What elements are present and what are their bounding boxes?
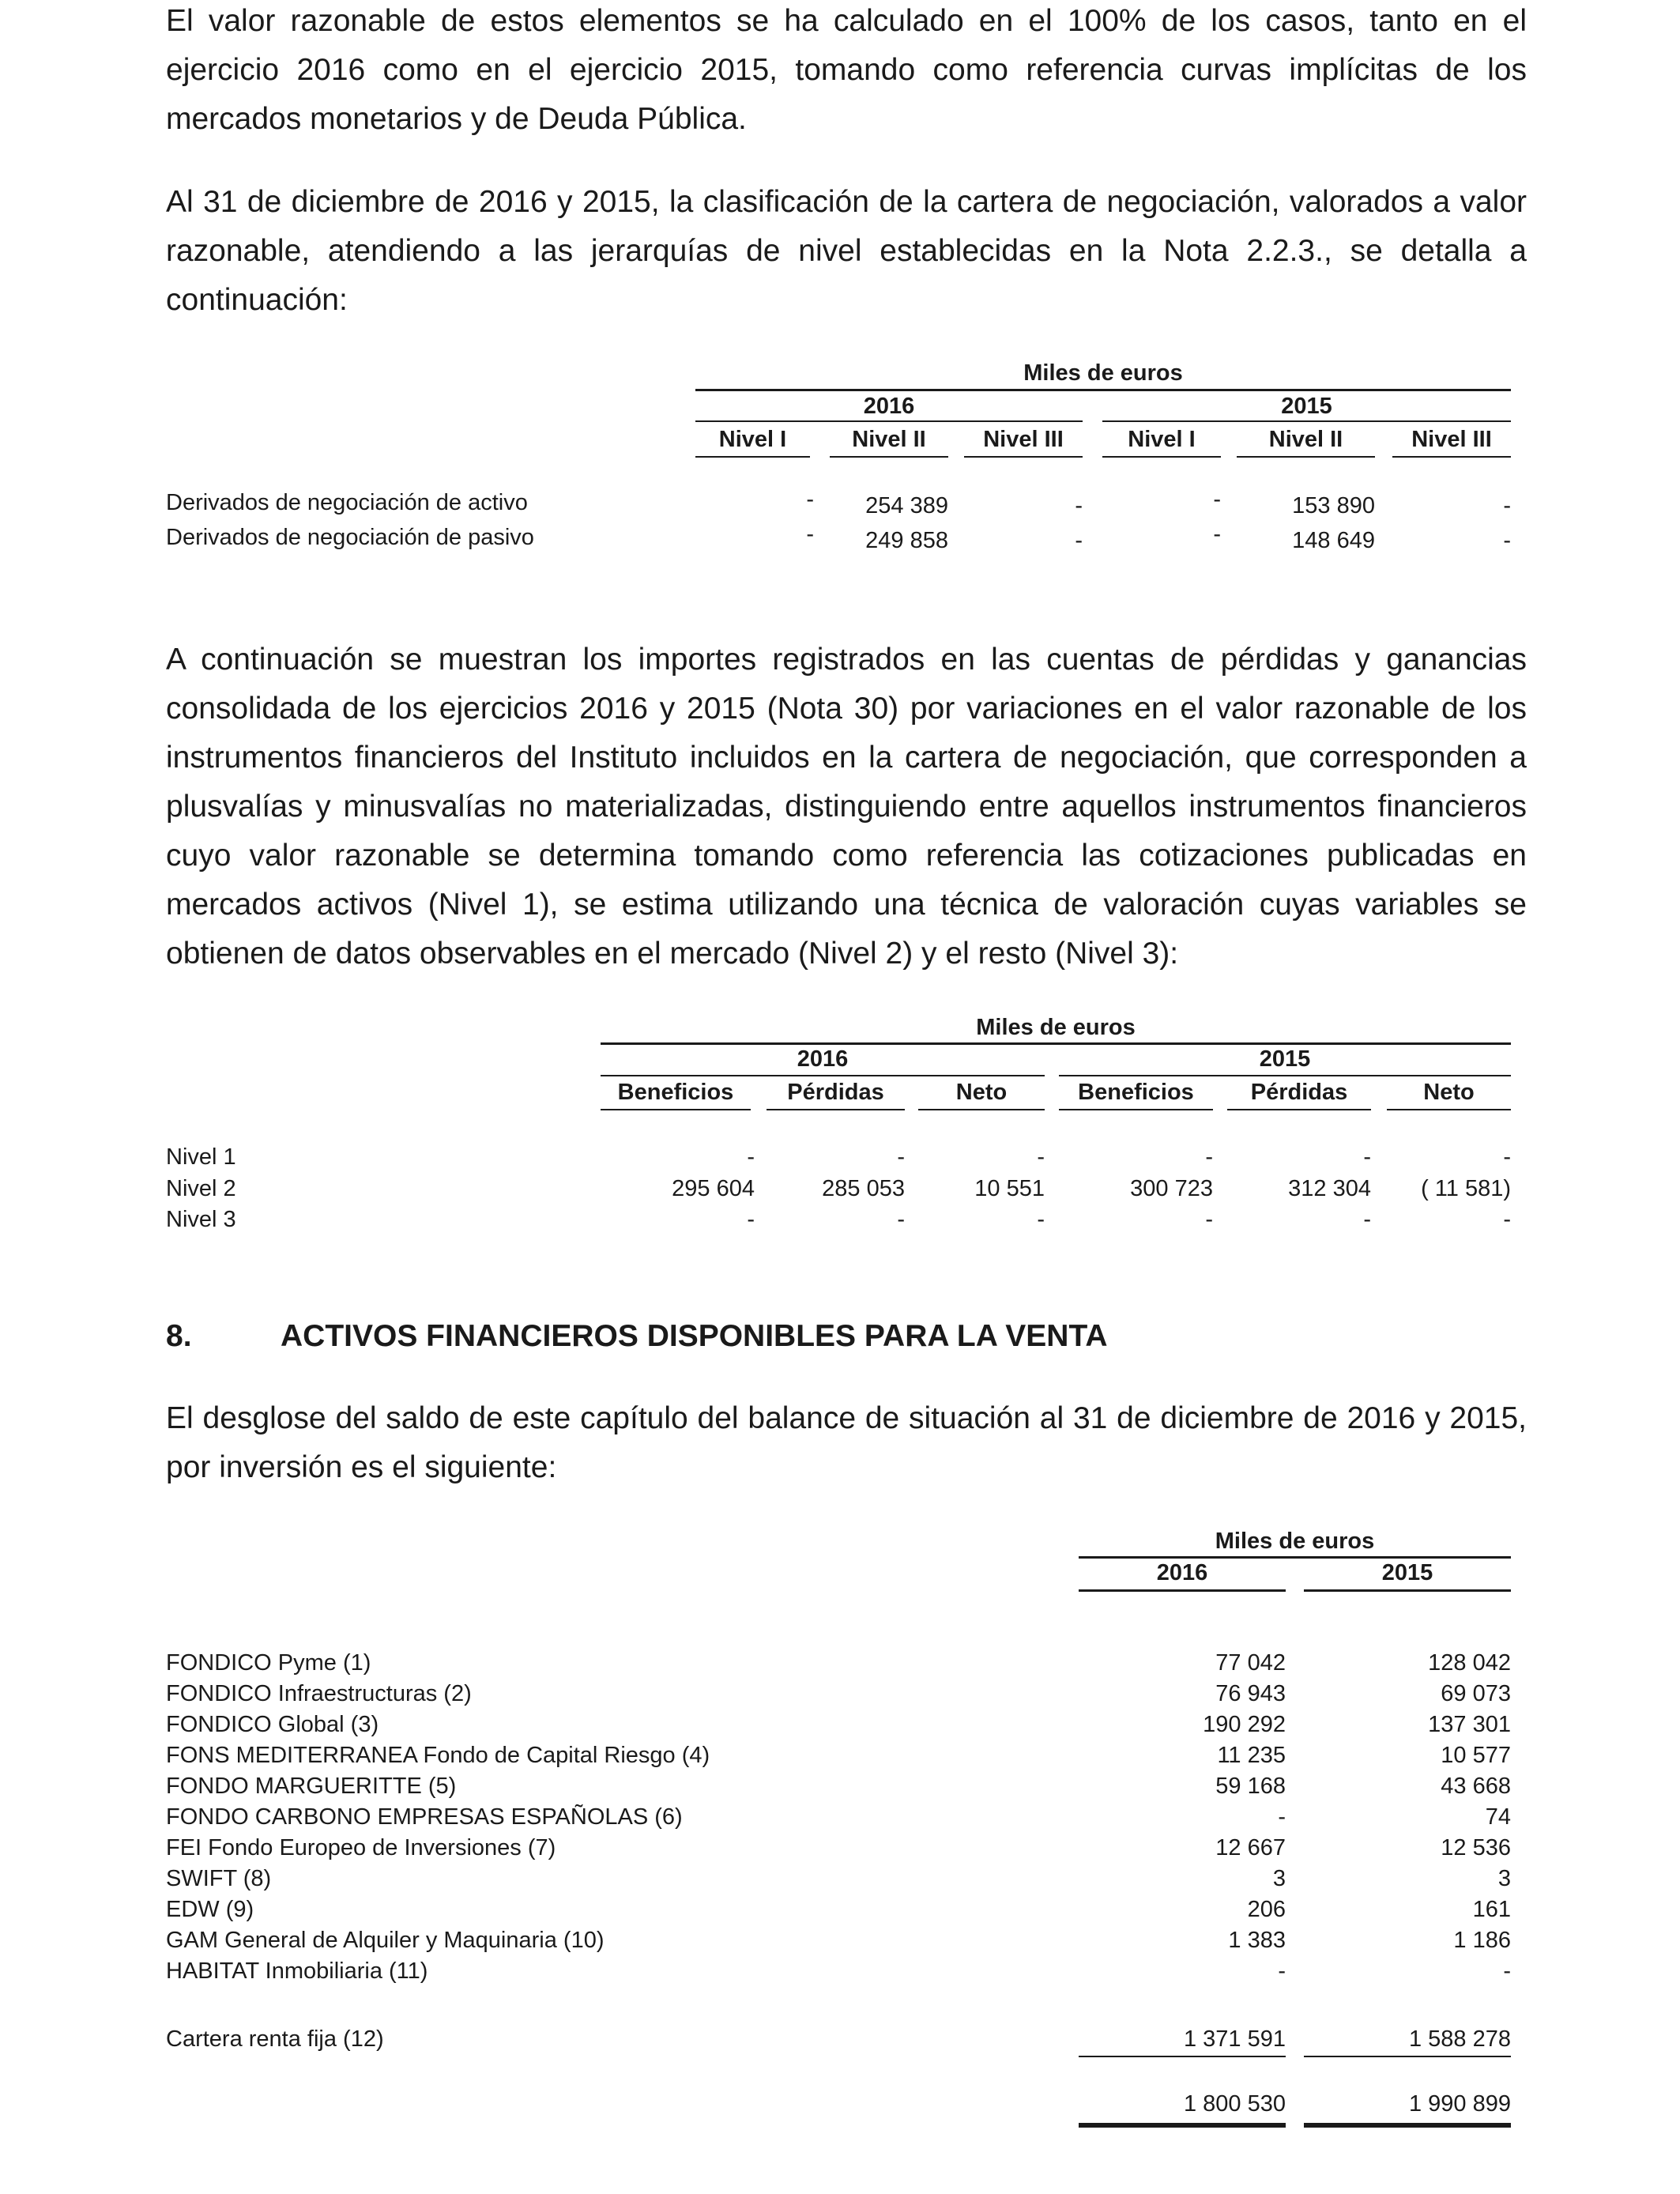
cell: 69 073 xyxy=(1441,1681,1511,1706)
cell: - xyxy=(1503,1958,1511,1984)
cell: - xyxy=(1363,1144,1371,1170)
cell: - xyxy=(1213,522,1221,547)
cell: 128 042 xyxy=(1428,1650,1511,1676)
cell: - xyxy=(1503,1207,1511,1232)
cell: - xyxy=(1503,528,1511,553)
total-2015: 1 990 899 xyxy=(1408,2091,1511,2117)
section-title: ACTIVOS FINANCIEROS DISPONIBLES PARA LA VENTA xyxy=(281,1319,1108,1353)
table1-unit-rule xyxy=(695,389,1511,391)
cell: - xyxy=(1075,493,1083,518)
cell: 206 xyxy=(1247,1897,1286,1922)
cell: - xyxy=(1363,1207,1371,1232)
table2-year-2016: 2016 xyxy=(797,1046,849,1072)
table2-unit-header: Miles de euros xyxy=(976,1015,1136,1040)
table2-2015-rule xyxy=(1059,1075,1511,1076)
subtotal-rule xyxy=(1304,2056,1511,2057)
table2-col-neto-2015: Neto xyxy=(1423,1080,1475,1105)
cell: 137 301 xyxy=(1428,1712,1511,1737)
cell: 3 xyxy=(1497,1866,1511,1891)
cell: - xyxy=(806,522,814,547)
cell: 10 577 xyxy=(1441,1743,1511,1768)
cell: 74 xyxy=(1485,1804,1511,1830)
total-double-rule xyxy=(1304,2123,1511,2128)
table1-col-nivel-ii-2015: Nivel II xyxy=(1268,427,1343,452)
table3-unit-header: Miles de euros xyxy=(1215,1529,1375,1554)
table2-col-beneficios-2015: Beneficios xyxy=(1078,1080,1194,1105)
section-number: 8. xyxy=(166,1319,192,1353)
cell: 12 536 xyxy=(1441,1835,1511,1860)
cell: 3 xyxy=(1272,1866,1286,1891)
cell: 76 943 xyxy=(1215,1681,1286,1706)
row-label: FONDICO Global (3) xyxy=(166,1712,379,1737)
table2-col-perdidas-2016: Pérdidas xyxy=(787,1080,884,1105)
paragraph-classification: Al 31 de diciembre de 2016 y 2015, la clasificación de la cartera de negociación, valorados a valor razonable, atendiendo a las jerarquías de nivel establecidas en la Nota 2.2.3., se detalla a continuación: xyxy=(166,185,1527,317)
table2-2016-rule xyxy=(601,1075,1045,1076)
table1-col-nivel-ii-2016: Nivel II xyxy=(852,427,926,452)
cell: - xyxy=(1037,1144,1045,1170)
row-label: FEI Fondo Europeo de Inversiones (7) xyxy=(166,1835,556,1860)
row-label: FONDICO Infraestructuras (2) xyxy=(166,1681,472,1706)
row-label: Derivados de negociación de pasivo xyxy=(166,525,534,550)
table3-2015-rule xyxy=(1304,1589,1511,1592)
cell: - xyxy=(1503,1144,1511,1170)
cell: 1 186 xyxy=(1453,1928,1511,1953)
cell: 148 649 xyxy=(1292,528,1375,553)
table2-col-perdidas-2015: Pérdidas xyxy=(1250,1080,1348,1105)
cell: - xyxy=(897,1207,905,1232)
table1-year-2015: 2015 xyxy=(1281,394,1332,419)
cell: 190 292 xyxy=(1203,1712,1286,1737)
row-label: EDW (9) xyxy=(166,1897,254,1922)
row-label: HABITAT Inmobiliaria (11) xyxy=(166,1958,428,1984)
table2-col-rule xyxy=(1387,1109,1511,1110)
row-label: Nivel 1 xyxy=(166,1144,236,1170)
table1-col-nivel-i-2015: Nivel I xyxy=(1128,427,1196,452)
cell: 1 371 591 xyxy=(1183,2026,1286,2052)
table3-year-2015: 2015 xyxy=(1381,1560,1433,1585)
table1-col-rule xyxy=(1237,456,1375,458)
row-label: GAM General de Alquiler y Maquinaria (10) xyxy=(166,1928,605,1953)
cell: 43 668 xyxy=(1441,1774,1511,1799)
cell: 59 168 xyxy=(1215,1774,1286,1799)
subtotal-rule xyxy=(1079,2056,1286,2057)
cell: - xyxy=(1205,1144,1213,1170)
table1-unit-header: Miles de euros xyxy=(1023,360,1183,386)
table2-col-rule xyxy=(1227,1109,1371,1110)
cell: 300 723 xyxy=(1130,1176,1213,1201)
table1-col-rule xyxy=(695,456,810,458)
paragraph-pnl-variations: A continuación se muestran los importes registrados en las cuentas de pérdidas y ganancias consolidada de los ejercicios 2016 y 2015 (Nota 30) por variaciones en el valor razonable de los instrumentos financieros del Instituto incluidos en la cartera de negociación, que corresponden a plusvalías y minusvalías no materializadas, distinguiendo entre aquellos instrumentos financieros cuyo valor razonable se determina tomando como referencia las cotizaciones publicadas en mercados activos (Nivel 1), se estima utilizando una técnica de valoración cuyas variables se obtienen de datos observables en el mercado (Nivel 2) y el resto (Nivel 3): xyxy=(166,643,1527,971)
table2-year-2015: 2015 xyxy=(1259,1046,1311,1072)
cell: 312 304 xyxy=(1288,1176,1371,1201)
cell: 11 235 xyxy=(1217,1743,1286,1768)
table1-col-nivel-iii-2016: Nivel III xyxy=(983,427,1064,452)
table1-2015-rule xyxy=(1102,420,1511,422)
cell: 249 858 xyxy=(865,528,948,553)
row-label: SWIFT (8) xyxy=(166,1866,272,1891)
cell: 254 389 xyxy=(865,493,948,518)
cell: 153 890 xyxy=(1292,493,1375,518)
table1-year-2016: 2016 xyxy=(863,394,915,419)
cell: 1 588 278 xyxy=(1408,2026,1511,2052)
table1-2016-rule xyxy=(695,420,1083,422)
row-label: FONS MEDITERRANEA Fondo de Capital Riesgo (4) xyxy=(166,1743,710,1768)
table2-col-rule xyxy=(918,1109,1045,1110)
cell: 10 551 xyxy=(974,1176,1045,1201)
paragraph-fair-value: El valor razonable de estos elementos se ha calculado en el 100% de los casos, tanto en el ejercicio 2016 como en el ejercicio 2015, tomando como referencia curvas implícitas de los mercados monetarios y de Deuda Pública. xyxy=(166,4,1527,136)
table2-col-beneficios-2016: Beneficios xyxy=(617,1080,734,1105)
table1-col-rule xyxy=(1102,456,1221,458)
table3-year-2016: 2016 xyxy=(1156,1560,1208,1585)
cell: 295 604 xyxy=(672,1176,755,1201)
cell: 285 053 xyxy=(822,1176,905,1201)
cell: - xyxy=(1205,1207,1213,1232)
cell: - xyxy=(1278,1958,1286,1984)
table3-2016-rule xyxy=(1079,1589,1286,1592)
cell: - xyxy=(806,487,814,512)
cell: - xyxy=(1213,487,1221,512)
table2-col-neto-2016: Neto xyxy=(955,1080,1008,1105)
total-2016: 1 800 530 xyxy=(1183,2091,1286,2117)
row-label: Nivel 2 xyxy=(166,1176,236,1201)
table2-col-rule xyxy=(601,1109,751,1110)
row-label: FONDO CARBONO EMPRESAS ESPAÑOLAS (6) xyxy=(166,1804,683,1830)
cell: - xyxy=(1503,493,1511,518)
total-double-rule xyxy=(1079,2123,1286,2128)
table1-col-nivel-iii-2015: Nivel III xyxy=(1411,427,1492,452)
table2-col-rule xyxy=(767,1109,905,1110)
cell: 12 667 xyxy=(1215,1835,1286,1860)
row-label: Nivel 3 xyxy=(166,1207,236,1232)
row-label: Cartera renta fija (12) xyxy=(166,2026,384,2052)
cell: 161 xyxy=(1472,1897,1511,1922)
cell: 77 042 xyxy=(1215,1650,1286,1676)
row-label: Derivados de negociación de activo xyxy=(166,490,528,515)
row-label: FONDO MARGUERITTE (5) xyxy=(166,1774,457,1799)
cell: - xyxy=(747,1144,755,1170)
table1-col-nivel-i-2016: Nivel I xyxy=(718,427,787,452)
table1-col-rule xyxy=(964,456,1083,458)
cell: - xyxy=(1075,528,1083,553)
cell: - xyxy=(747,1207,755,1232)
table2-col-rule xyxy=(1059,1109,1213,1110)
cell: 1 383 xyxy=(1228,1928,1286,1953)
cell: - xyxy=(1037,1207,1045,1232)
cell: - xyxy=(897,1144,905,1170)
row-label: FONDICO Pyme (1) xyxy=(166,1650,371,1676)
paragraph-breakdown: El desglose del saldo de este capítulo del balance de situación al 31 de diciembre de 2016 y 2015, por inversión es el siguiente: xyxy=(166,1401,1527,1484)
cell: ( 11 581) xyxy=(1421,1176,1511,1201)
cell: - xyxy=(1278,1804,1286,1830)
table1-col-rule xyxy=(830,456,948,458)
table1-col-rule xyxy=(1392,456,1511,458)
